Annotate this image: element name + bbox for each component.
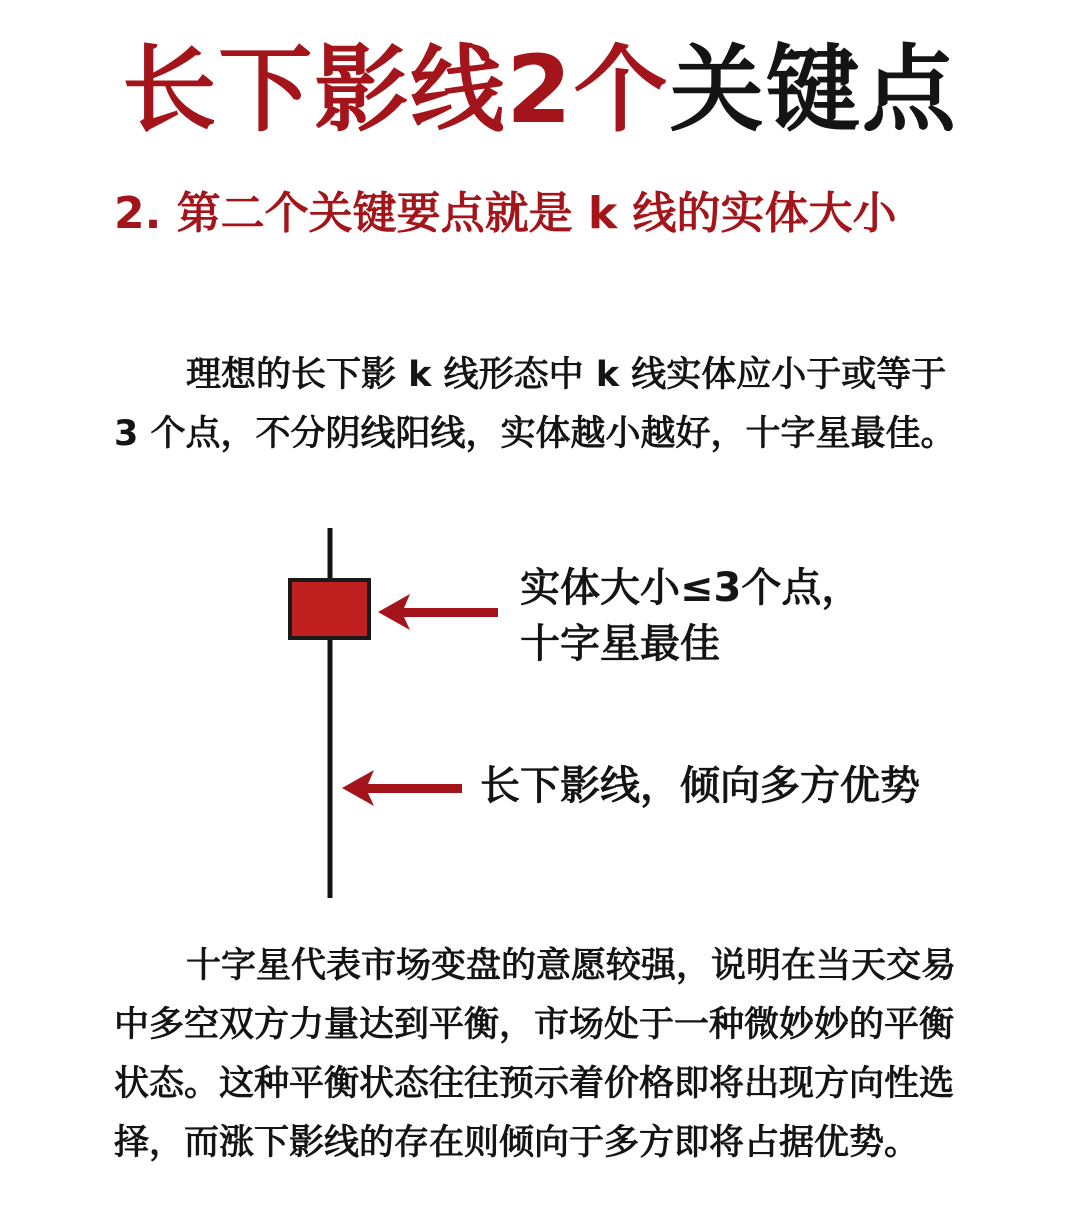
body-size-label: [520, 560, 861, 672]
title-dark-part: 关键点: [669, 36, 958, 145]
candle-body: [290, 580, 369, 638]
body-size-label-line-2: 十字星最佳: [520, 621, 720, 667]
page-title: [0, 36, 1080, 146]
explanation-paragraph: 十字星代表市场变盘的意愿较强，说明在当天交易中多空双方力量达到平衡，市场处于一种微妙妙的平衡状态。这种平衡状态往往预示着价格即将出现方向性选择，而涨下影线的存在则倾向于多方即将占据优势。: [114, 946, 957, 1163]
intro-paragraph: 理想的长下影 k 线形态中 k 线实体应小于或等于 3 个点，不分阴线阳线，实体越小越好，十字星最佳。: [114, 355, 956, 454]
title-red-part: 长下影线2个: [122, 36, 670, 145]
body-size-label-line-1: 实体大小≤3个点，: [520, 565, 862, 611]
body-arrow-icon: [378, 594, 498, 630]
lower-shadow-label: 长下影线，倾向多方优势: [480, 763, 920, 809]
shadow-arrow-icon: [342, 770, 462, 806]
candlestick-diagram: [0, 520, 1080, 910]
section-subtitle: 2. 第二个关键要点就是 k 线的实体大小: [114, 188, 897, 239]
